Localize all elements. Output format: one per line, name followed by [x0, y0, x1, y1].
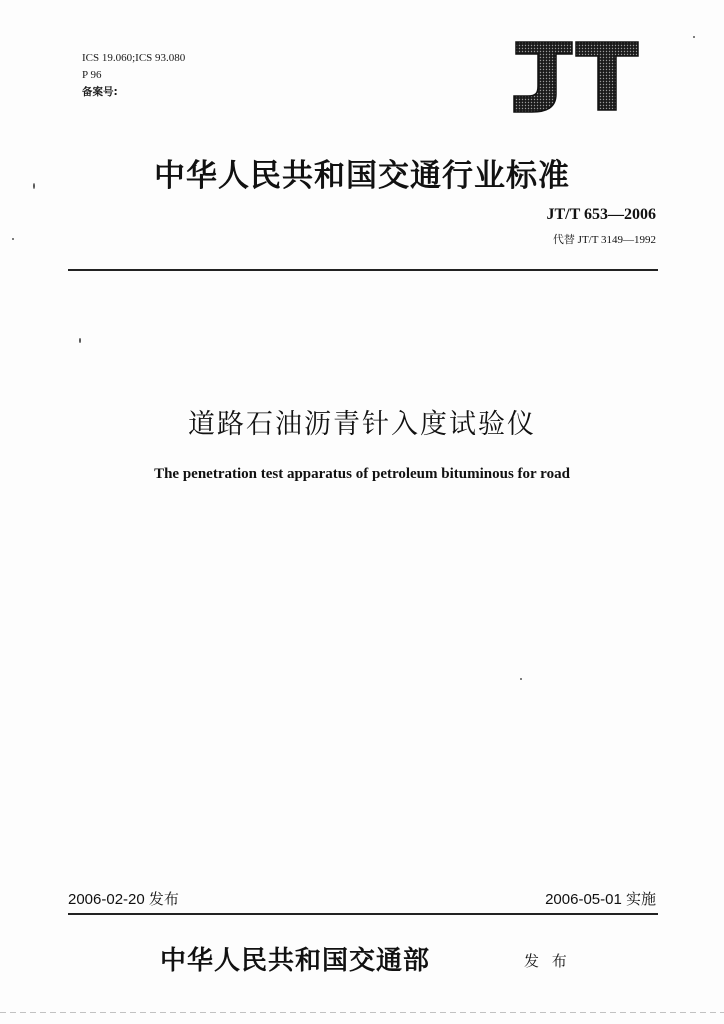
standard-category-title: 中华人民共和国交通行业标准 — [154, 158, 570, 194]
publish-label: 发 布 — [524, 952, 571, 970]
filing-number-label: 备案号: — [82, 86, 118, 98]
scan-artifact — [12, 238, 14, 240]
publisher-name: 中华人民共和国交通部 — [160, 946, 431, 976]
issue-date: 2006-02-20 发布 — [68, 891, 179, 908]
replaces-standard: 代替 JT/T 3149—1992 — [552, 234, 656, 246]
standard-number: JT/T 653—2006 — [546, 206, 656, 223]
scan-edge — [0, 1012, 724, 1013]
ics-code: ICS 19.060;ICS 93.080 — [82, 52, 186, 64]
scan-artifact — [33, 183, 35, 189]
jt-logo-icon — [506, 38, 642, 114]
scan-artifact — [79, 338, 81, 343]
top-divider — [68, 269, 658, 271]
implementation-date: 2006-05-01 实施 — [545, 891, 656, 908]
classification-code: P 96 — [82, 69, 102, 81]
scan-artifact — [693, 36, 695, 38]
scan-artifact — [520, 678, 522, 680]
bottom-divider — [68, 913, 658, 915]
classification-block — [82, 50, 185, 101]
document-title-chinese: 道路石油沥青针入度试验仪 — [188, 409, 536, 440]
document-title-english: The penetration test apparatus of petroleum bituminous for road — [154, 466, 570, 482]
